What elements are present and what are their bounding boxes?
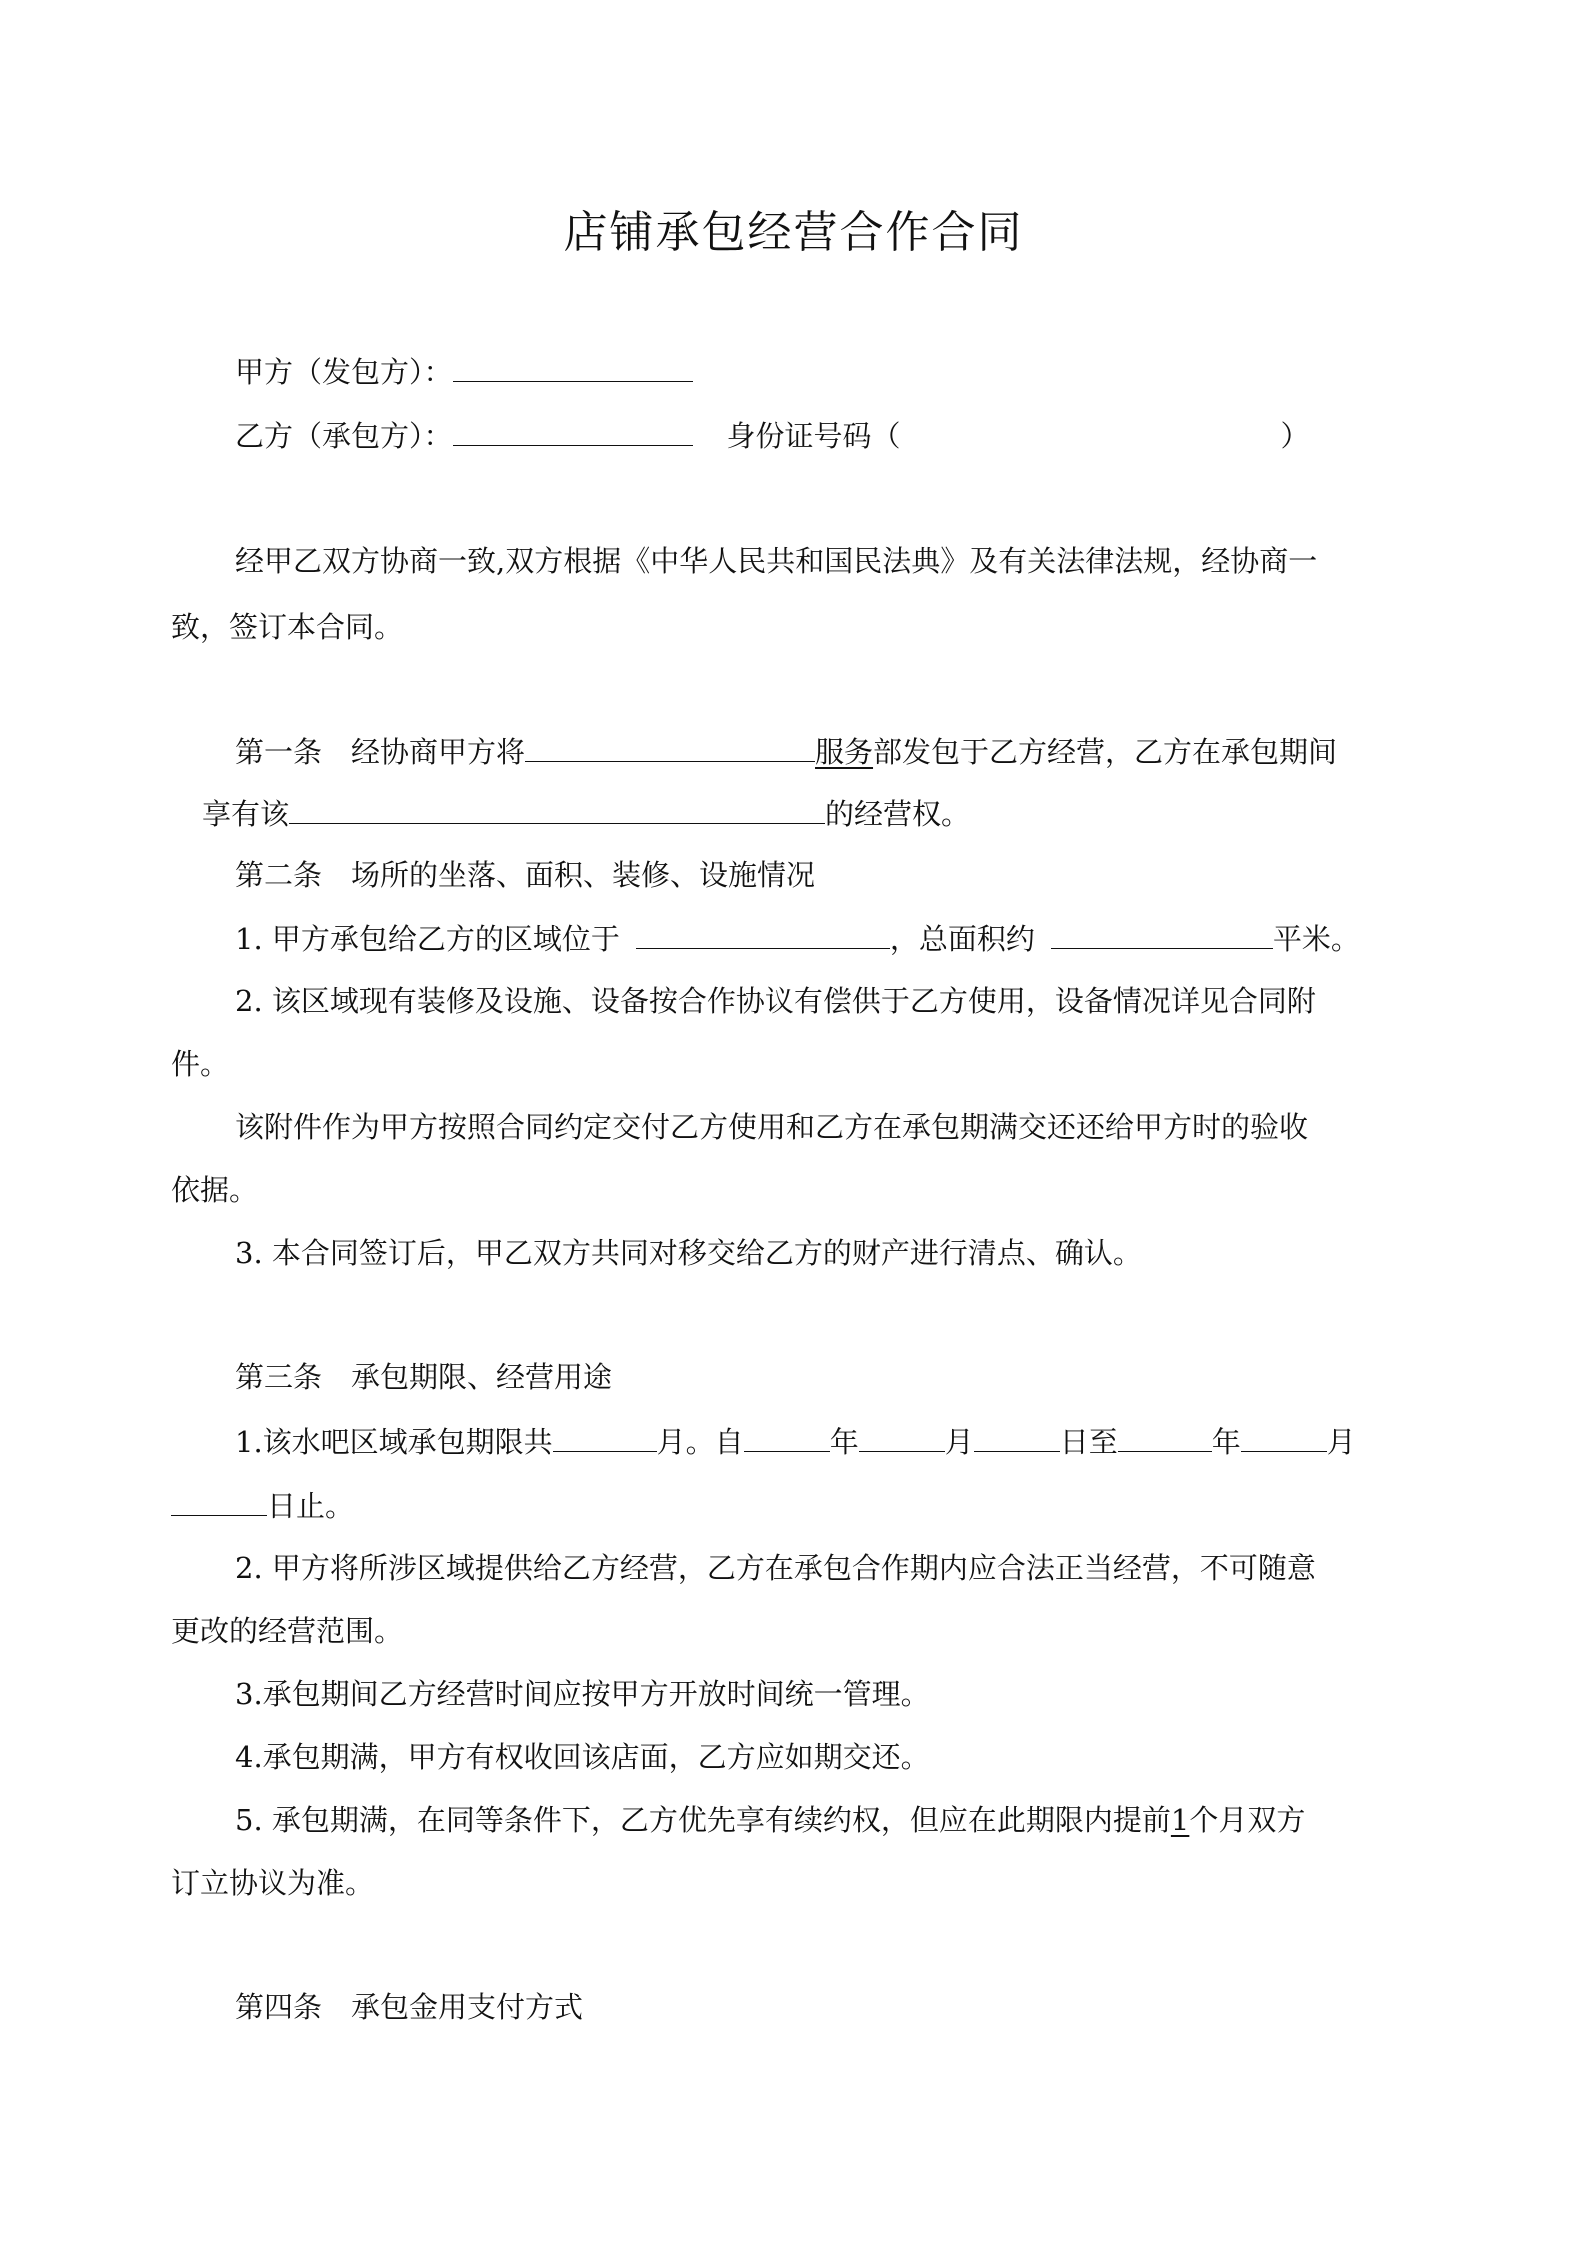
article-2-item-1-mid: ，总面积约 xyxy=(889,922,1035,956)
article-1-blank xyxy=(525,731,815,762)
article-2-note-line-2: 依据。 xyxy=(171,1173,259,1207)
article-2-item-2-line-1: 2. 该区域现有装修及设施、设备按合作协议有偿供于乙方使用，设备情况详见合同附 xyxy=(235,984,1316,1018)
id-number-close: ） xyxy=(1280,419,1310,453)
article-3-item-1-a: 1.该水吧区域承包期限共 xyxy=(235,1425,553,1459)
start-month-unit: 月 xyxy=(944,1425,974,1459)
article-3-item-5-num: 1 xyxy=(1170,1803,1190,1837)
id-number-label: 身份证号码（ xyxy=(726,419,901,453)
article-1-line-2 xyxy=(202,793,970,834)
preamble-line-1: 经甲乙双方协商一致,双方根据《中华人民共和国民法典》及有关法律法规，经协商一 xyxy=(235,544,1318,578)
article-2-item-1 xyxy=(235,918,1360,959)
article-3-item-1-b: 月。自 xyxy=(656,1425,744,1459)
article-2-item-3: 3. 本合同签订后，甲乙双方共同对移交给乙方的财产进行清点、确认。 xyxy=(235,1236,1142,1270)
party-b-label: 乙方（承包方）： xyxy=(235,419,453,453)
term-months-blank xyxy=(553,1421,657,1452)
article-1-line2-pre: 享有该 xyxy=(202,797,290,831)
start-day-blank xyxy=(974,1421,1060,1452)
article-1-line2-post: 的经营权。 xyxy=(825,797,971,831)
party-a-blank xyxy=(453,351,693,382)
end-year-blank xyxy=(1118,1421,1212,1452)
article-2-item-2-line-2: 件。 xyxy=(171,1047,230,1081)
article-1-rest: 部发包于乙方经营，乙方在承包期间 xyxy=(873,735,1338,769)
end-month-blank xyxy=(1241,1421,1327,1452)
location-blank xyxy=(636,918,890,949)
article-2-item-1-post: 平米。 xyxy=(1272,922,1360,956)
article-3-item-3: 3.承包期间乙方经营时间应按甲方开放时间统一管理。 xyxy=(235,1677,930,1711)
article-4-heading: 第四条 承包金用支付方式 xyxy=(235,1990,584,2024)
document-title: 店铺承包经营合作合同 xyxy=(563,207,1024,258)
article-3-item-5-post: 个月双方 xyxy=(1189,1803,1306,1837)
preamble-line-2: 致，签订本合同。 xyxy=(171,610,404,644)
article-3-item-4: 4.承包期满，甲方有权收回该店面，乙方应如期交还。 xyxy=(235,1740,930,1774)
article-3-heading: 第三条 承包期限、经营用途 xyxy=(235,1360,613,1394)
end-year-unit: 年 xyxy=(1211,1425,1241,1459)
article-3-item-1-line-2 xyxy=(171,1485,354,1526)
article-3-item-1-c: 日至 xyxy=(1059,1425,1118,1459)
party-a-line xyxy=(235,351,693,392)
party-b-line xyxy=(235,415,1310,456)
start-year-blank xyxy=(744,1421,830,1452)
article-3-item-5-pre: 5. 承包期满，在同等条件下，乙方优先享有续约权，但应在此期限内提前 xyxy=(235,1803,1171,1837)
article-3-item-5-line-1 xyxy=(235,1800,1305,1840)
end-day-blank xyxy=(171,1485,267,1516)
article-2-note-line-1: 该附件作为甲方按照合同约定交付乙方使用和乙方在承包期满交还还给甲方时的验收 xyxy=(235,1110,1309,1144)
article-3-item-2-line-2: 更改的经营范围。 xyxy=(171,1614,404,1648)
party-b-blank xyxy=(453,415,693,446)
article-1-blank-2 xyxy=(289,793,825,824)
article-3-item-1-end: 日止。 xyxy=(267,1489,355,1523)
article-1-line-1 xyxy=(235,731,1337,772)
start-month-blank xyxy=(859,1421,945,1452)
article-1-prefix: 第一条 经协商甲方将 xyxy=(235,735,526,769)
start-year-unit: 年 xyxy=(829,1425,859,1459)
party-a-label: 甲方（发包方）： xyxy=(235,355,453,389)
article-3-item-2-line-1: 2. 甲方将所涉区域提供给乙方经营，乙方在承包合作期内应合法正当经营，不可随意 xyxy=(235,1551,1316,1585)
end-month-unit: 月 xyxy=(1326,1425,1356,1459)
article-3-item-5-line-2: 订立协议为准。 xyxy=(171,1866,375,1900)
article-1-underlined: 服务 xyxy=(815,735,874,769)
area-blank xyxy=(1051,918,1273,949)
article-3-item-1-line-1 xyxy=(235,1421,1356,1462)
article-2-heading: 第二条 场所的坐落、面积、装修、设施情况 xyxy=(235,858,816,892)
article-2-item-1-pre: 1. 甲方承包给乙方的区域位于 xyxy=(235,922,620,956)
